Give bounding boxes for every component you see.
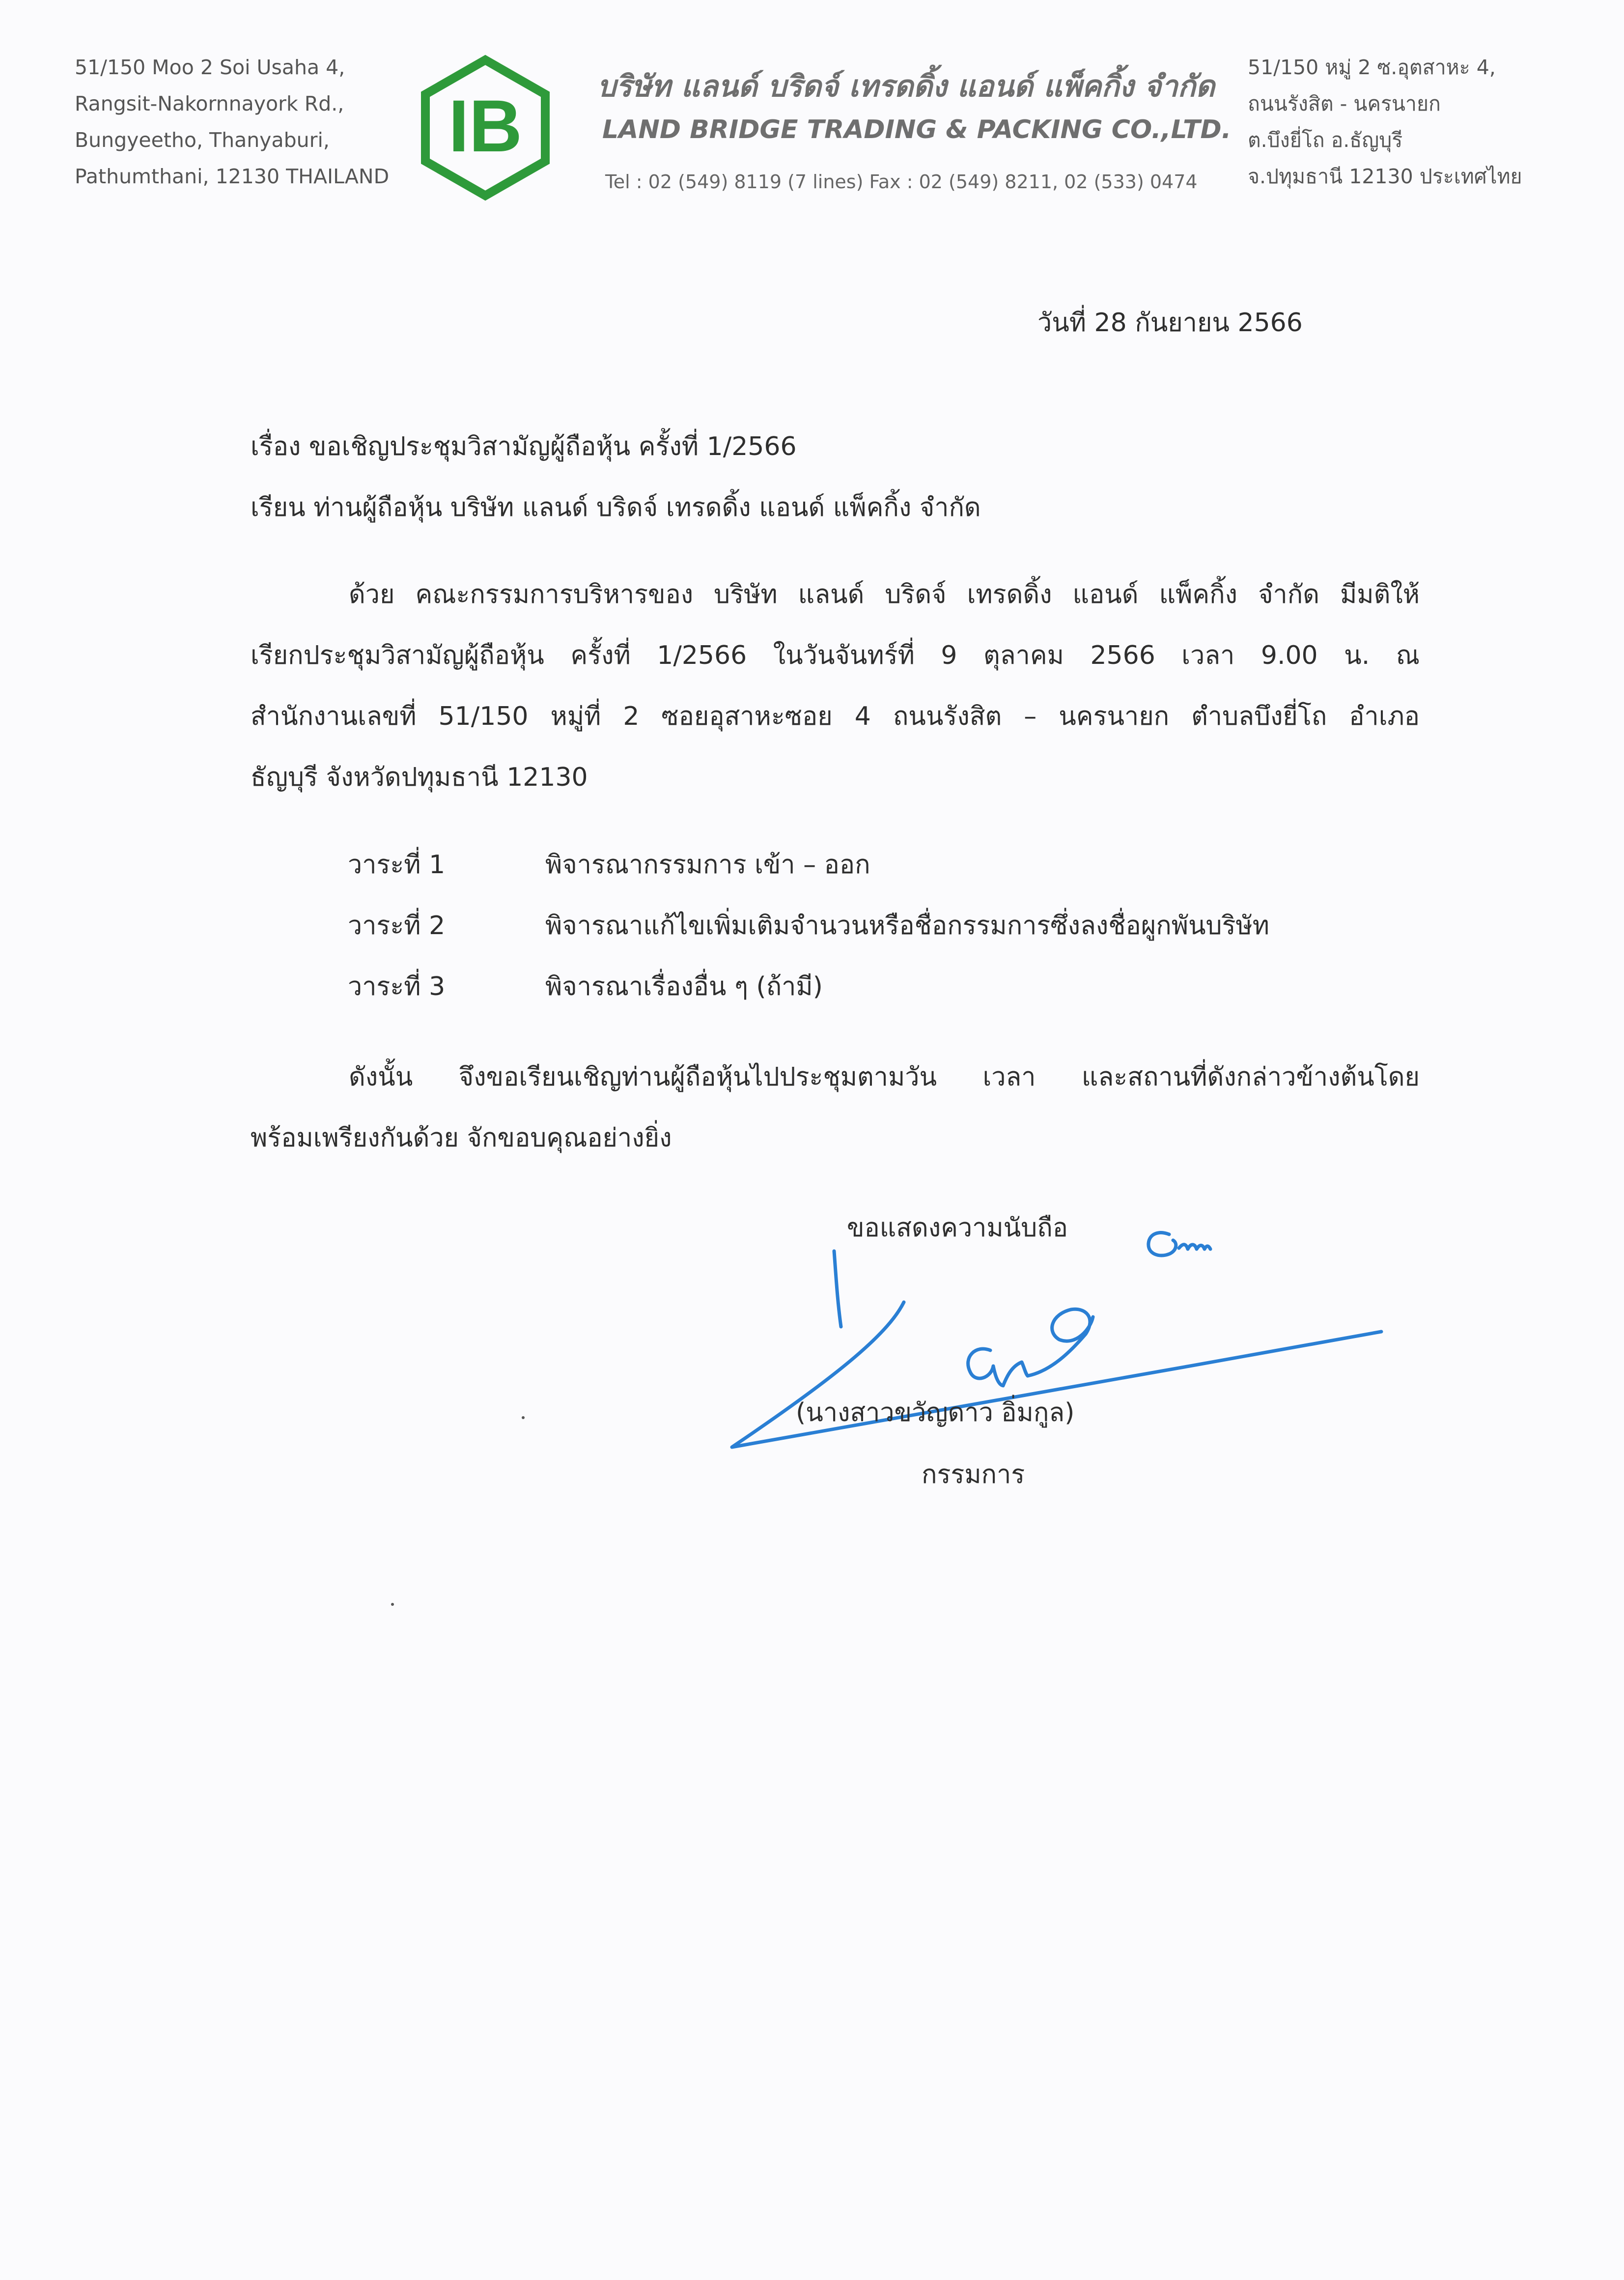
address-th — [1248, 49, 1522, 195]
paragraph-line: ด้วย คณะกรรมการบริหารของ บริษัท แลนด์ บริดจ์ เทรดดิ้ง แอนด์ แพ็คกิ้ง จำกัด มีมติให้ — [349, 580, 1420, 609]
agenda-number: วาระที่ 1 — [348, 850, 446, 880]
company-name-en: LAND BRIDGE TRADING & PACKING CO.,LTD. — [602, 115, 1232, 144]
address-en-line: Rangsit-Nakornnayork Rd., — [75, 92, 344, 115]
svg-text:IB: IB — [448, 85, 522, 167]
paragraph-line: พร้อมเพรียงกันด้วย จักขอบคุณอย่างยิ่ง — [251, 1123, 672, 1153]
letter-subject: เรื่อง ขอเชิญประชุมวิสามัญผู้ถือหุ้น ครั้งที่ 1/2566 — [251, 432, 797, 461]
company-contact: Tel : 02 (549) 8119 (7 lines) Fax : 02 (549) 8211, 02 (533) 0474 — [605, 171, 1198, 193]
body-paragraph-1 — [251, 564, 1420, 808]
company-logo — [412, 54, 559, 201]
signer-name: (นางสาวขวัญดาว อิ่มกูล) — [796, 1398, 1075, 1427]
letter-date: วันที่ 28 กันยายน 2566 — [1037, 308, 1303, 338]
agenda-text: พิจารณาเรื่องอื่น ๆ (ถ้ามี) — [545, 972, 823, 1001]
scan-speck — [522, 1416, 525, 1419]
agenda-number: วาระที่ 2 — [348, 911, 446, 940]
paragraph-line: สำนักงานเลขที่ 51/150 หมู่ที่ 2 ซอยอุสาหะซอย 4 ถนนรังสิต – นครนายก ตำบลบึงยี่โถ อำเภอ — [251, 702, 1420, 731]
company-name-th: บริษัท แลนด์ บริดจ์ เทรดดิ้ง แอนด์ แพ็คกิ้ง จำกัด — [597, 69, 1215, 104]
agenda-text: พิจารณากรรมการ เข้า – ออก — [545, 850, 870, 880]
letter-salutation: เรียน ท่านผู้ถือหุ้น บริษัท แลนด์ บริดจ์ เทรดดิ้ง แอนด์ แพ็คกิ้ง จำกัด — [251, 493, 981, 522]
address-th-line: จ.ปทุมธานี 12130 ประเทศไทย — [1248, 165, 1522, 188]
address-th-line: ถนนรังสิต - นครนายก — [1248, 92, 1441, 115]
agenda-text: พิจารณาแก้ไขเพิ่มเติมจำนวนหรือชื่อกรรมการซึ่งลงชื่อผูกพันบริษัท — [545, 911, 1270, 940]
paragraph-line: ธัญบุรี จังหวัดปทุมธานี 12130 — [251, 763, 588, 792]
paragraph-line: ดังนั้น จึงขอเรียนเชิญท่านผู้ถือหุ้นไปประชุมตามวัน เวลา และสถานที่ดังกล่าวข้างต้นโดย — [349, 1062, 1420, 1092]
scan-speck — [391, 1603, 394, 1606]
address-en-line: Bungyeetho, Thanyaburi, — [75, 128, 330, 152]
paragraph-line: เรียกประชุมวิสามัญผู้ถือหุ้น ครั้งที่ 1/2566 ในวันจันทร์ที่ 9 ตุลาคม 2566 เวลา 9.00 น. ณ — [251, 641, 1420, 670]
closing: ขอแสดงความนับถือ — [847, 1213, 1068, 1243]
address-th-line: ต.บึงยี่โถ อ.ธัญบุรี — [1248, 128, 1403, 152]
body-paragraph-2 — [251, 1047, 1420, 1168]
address-en-line: 51/150 Moo 2 Soi Usaha 4, — [75, 56, 345, 79]
address-th-line: 51/150 หมู่ 2 ซ.อุตสาหะ 4, — [1248, 56, 1496, 79]
address-en-line: Pathumthani, 12130 THAILAND — [75, 165, 390, 188]
agenda-number: วาระที่ 3 — [348, 972, 446, 1001]
signer-title: กรรมการ — [922, 1460, 1025, 1489]
address-en — [75, 49, 389, 195]
